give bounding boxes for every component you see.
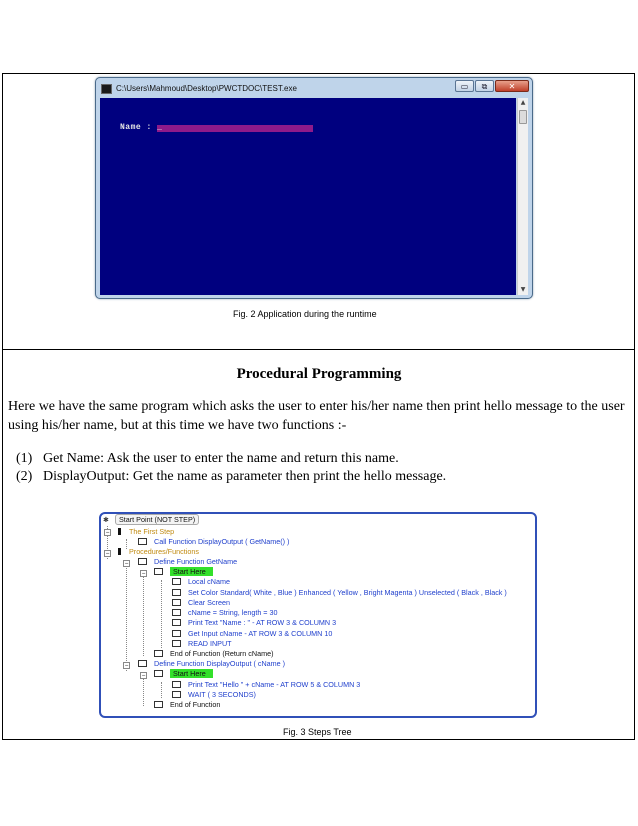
tree-connector: [161, 682, 162, 698]
tree-connector: [126, 561, 127, 671]
console-title-text: C:\Users\Mahmoud\Desktop\PWCTDOC\TEST.exe: [116, 84, 297, 93]
function-list: [16, 450, 446, 486]
tree-connector: [161, 580, 162, 648]
list-item-number: (1): [16, 451, 33, 466]
tree-connector: [143, 570, 144, 656]
tree-item-call-display[interactable]: [138, 537, 289, 547]
scroll-thumb[interactable]: [519, 110, 527, 124]
fig3-caption: Fig. 3 Steps Tree: [283, 727, 352, 737]
tree-item-define-display[interactable]: [138, 659, 285, 669]
tree-item-label: READ INPUT: [188, 639, 232, 648]
minimize-button[interactable]: ▭: [455, 80, 474, 92]
step-icon: [154, 670, 163, 677]
tree-item-local[interactable]: [172, 577, 230, 587]
list-item: [16, 450, 446, 468]
console-scrollbar[interactable]: [517, 98, 528, 295]
tree-root[interactable]: [103, 515, 199, 525]
step-icon: [172, 599, 181, 606]
name-prompt: Name : _: [120, 123, 163, 132]
list-item: [16, 468, 446, 486]
step-icon: [172, 619, 181, 626]
list-item-text: DisplayOutput: Get the name as parameter then print the hello message.: [43, 469, 447, 484]
tree-item-label: cName = String, length = 30: [188, 608, 278, 617]
window-controls: [455, 80, 529, 93]
root-star-icon: ✱: [103, 515, 109, 524]
collapse-toggle-icon[interactable]: −: [124, 662, 129, 669]
tree-item-label: Clear Screen: [188, 598, 230, 607]
collapse-toggle-icon[interactable]: −: [141, 672, 146, 679]
step-icon: [172, 640, 181, 647]
tree-item-end-display[interactable]: [154, 700, 220, 710]
tree-item-cname-def[interactable]: [172, 608, 278, 618]
step-icon: [154, 650, 163, 657]
tree-item-procedures[interactable]: [118, 547, 199, 557]
collapse-toggle-icon[interactable]: −: [124, 560, 129, 567]
step-icon: [172, 681, 181, 688]
scroll-up-arrow-icon[interactable]: ▲: [520, 99, 526, 106]
step-icon: [138, 660, 147, 667]
fig2-caption: Fig. 2 Application during the runtime: [233, 309, 377, 319]
tree-item-print-name[interactable]: [172, 618, 336, 628]
tree-item-first-step[interactable]: [118, 527, 174, 537]
restore-button[interactable]: ⧉: [475, 80, 494, 92]
collapse-toggle-icon[interactable]: −: [141, 570, 146, 577]
tree-item-label: End of Function (Return cName): [170, 649, 274, 658]
tree-item-end-getname[interactable]: [154, 649, 273, 659]
start-here-label: Start Here: [170, 567, 213, 576]
tree-item-label: Call Function DisplayOutput ( GetName() ): [154, 537, 290, 546]
step-icon: [138, 538, 147, 545]
console-output[interactable]: [100, 98, 516, 295]
tree-item-define-getname[interactable]: [138, 557, 237, 567]
collapse-toggle-icon[interactable]: −: [105, 550, 110, 557]
tree-item-read-input[interactable]: [172, 639, 232, 649]
tree-item-start-here[interactable]: [154, 669, 213, 679]
tree-item-label: Set Color Standard( White , Blue ) Enhanced ( Yellow , Bright Magenta ) Unselected ( Black , Black ): [188, 588, 507, 597]
tree-item-label: Procedures/Functions: [129, 547, 199, 556]
tree-item-label: Local cName: [188, 577, 230, 586]
step-icon: [172, 609, 181, 616]
step-icon: [172, 589, 181, 596]
list-item-text: Get Name: Ask the user to enter the name and return this name.: [43, 451, 399, 466]
folder-marker-icon: [118, 528, 121, 535]
tree-item-label: Print Text "Name : " - AT ROW 3 & COLUMN 3: [188, 618, 337, 627]
tree-item-label: Get Input cName - AT ROW 3 & COLUMN 10: [188, 629, 333, 638]
tree-item-label: Define Function DisplayOutput ( cName ): [154, 659, 286, 668]
console-app-icon: [101, 84, 112, 94]
step-icon: [154, 701, 163, 708]
tree-item-label: Print Text "Hello " + cName - AT ROW 5 & COLUMN 3: [188, 680, 361, 689]
start-here-label: Start Here: [170, 669, 213, 678]
collapse-toggle-icon[interactable]: −: [105, 529, 110, 536]
step-icon: [154, 568, 163, 575]
tree-item-label: Define Function GetName: [154, 557, 238, 566]
step-icon: [172, 578, 181, 585]
root-label: Start Point (NOT STEP): [115, 514, 199, 525]
tree-item-label: The First Step: [129, 527, 175, 536]
tree-item-set-color[interactable]: [172, 588, 507, 598]
tree-item-clear-screen[interactable]: [172, 598, 230, 608]
tree-item-wait[interactable]: [172, 690, 256, 700]
divider-line: [2, 349, 635, 350]
tree-item-start-here[interactable]: [154, 567, 213, 577]
tree-item-label: End of Function: [170, 700, 221, 709]
tree-item-get-input[interactable]: [172, 629, 332, 639]
close-button[interactable]: ✕: [495, 80, 529, 92]
intro-paragraph: Here we have the same program which asks the user to enter his/her name then print hello message to the user using his/her name, but at this time we have two functions :-: [8, 399, 625, 433]
list-item-number: (2): [16, 469, 33, 484]
step-icon: [172, 630, 181, 637]
scroll-down-arrow-icon[interactable]: ▼: [520, 286, 526, 293]
tree-item-print-hello[interactable]: [172, 680, 360, 690]
folder-marker-icon: [118, 548, 121, 555]
tree-item-label: WAIT ( 3 SECONDS): [188, 690, 256, 699]
step-icon: [138, 558, 147, 565]
step-icon: [172, 691, 181, 698]
steps-tree: [99, 512, 537, 718]
name-input-field[interactable]: [157, 125, 313, 132]
console-window: [95, 77, 533, 299]
section-heading: Procedural Programming: [236, 366, 402, 382]
